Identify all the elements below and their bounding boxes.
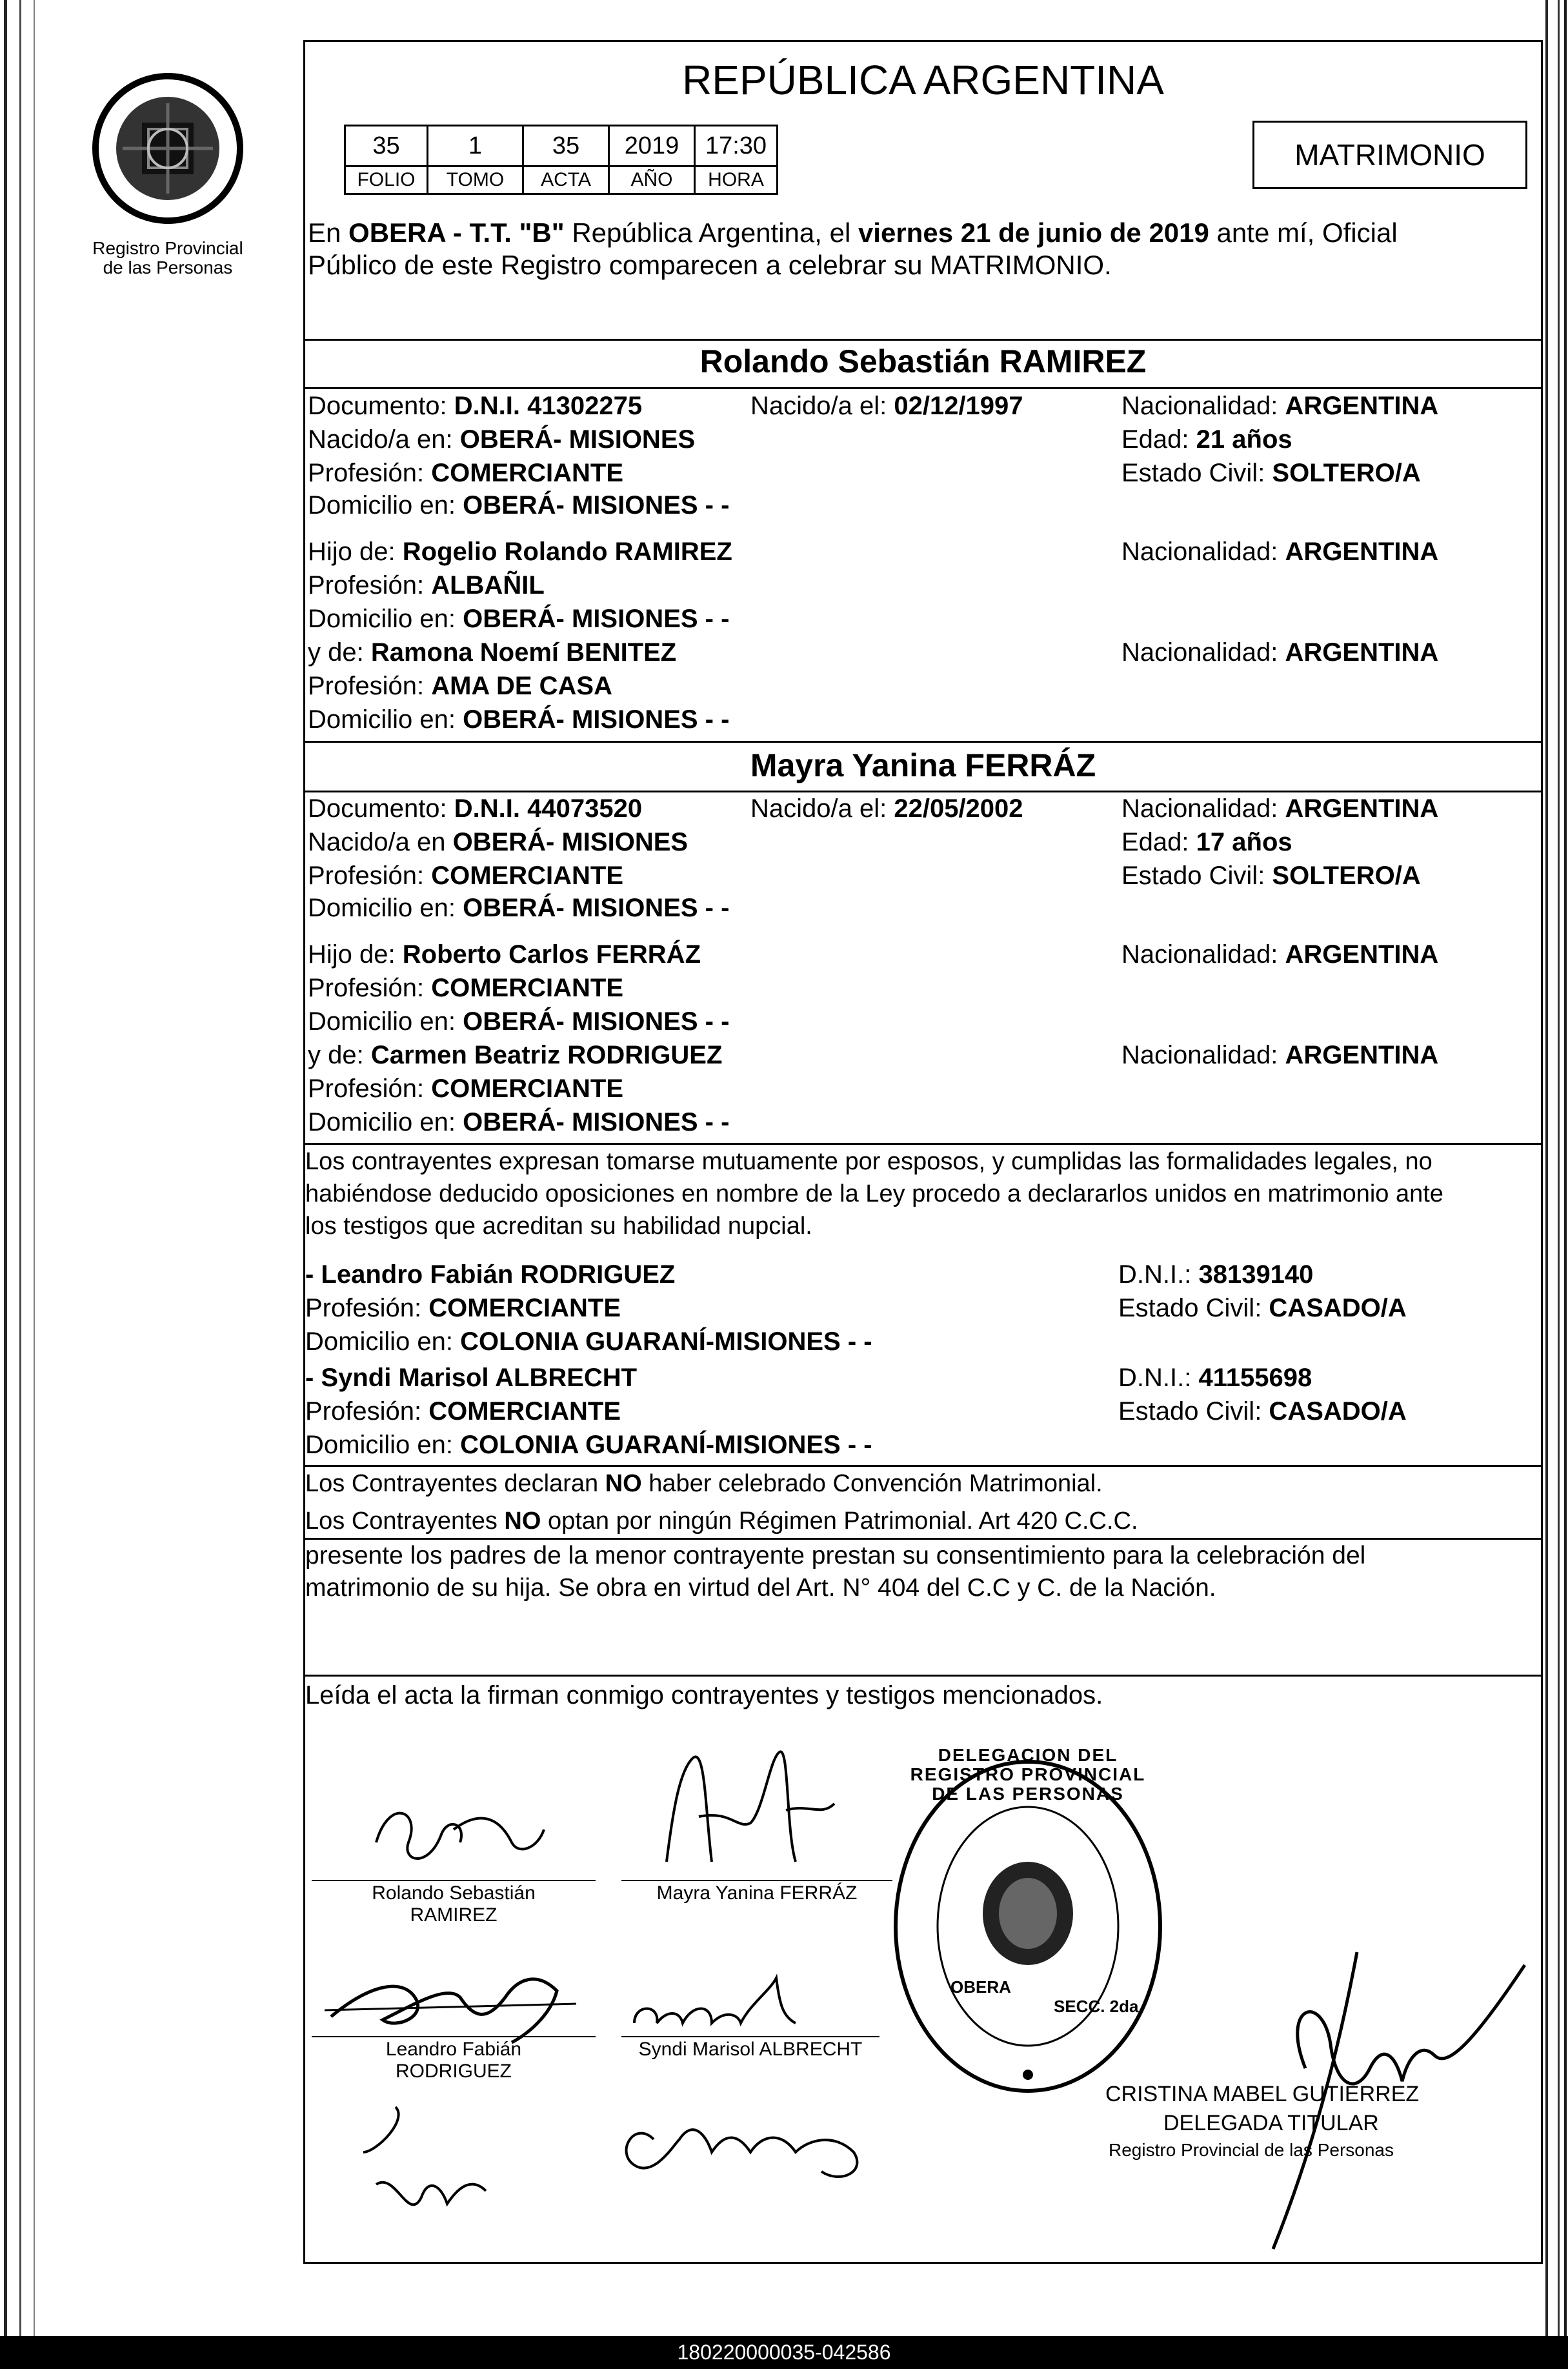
spouse1-birthplace: Nacido/a en: OBERÁ- MISIONES bbox=[308, 425, 696, 454]
stamp-section: SECC. 2da. bbox=[1054, 1997, 1143, 2016]
divider bbox=[305, 1538, 1541, 1540]
marriage-certificate bbox=[303, 40, 1543, 2264]
signature-line bbox=[621, 1880, 892, 1881]
spouse2-mother-address: Domicilio en: OBERÁ- MISIONES - - bbox=[308, 1108, 730, 1136]
spouse2-document: Documento: D.N.I. 44073520 bbox=[308, 794, 643, 823]
signature-syndi bbox=[621, 1965, 815, 2042]
spouse1-father: Hijo de: Rogelio Rolando RAMIREZ bbox=[308, 538, 732, 566]
spouse2-nationality: Nacionalidad: ARGENTINA bbox=[1121, 794, 1439, 823]
logo-text-top: Registro Provincial bbox=[92, 238, 243, 258]
official-title: DELEGADA TITULAR bbox=[1163, 2111, 1379, 2135]
scan-line bbox=[1558, 0, 1560, 2369]
spouse2-birthplace: Nacido/a en OBERÁ- MISIONES bbox=[308, 828, 689, 856]
signature-name-leandro: Leandro Fabián RODRIGUEZ bbox=[385, 2039, 522, 2082]
spouse2-mother-profession: Profesión: COMERCIANTE bbox=[308, 1074, 623, 1103]
signature-line bbox=[621, 2036, 879, 2037]
spouse2-father-nationality: Nacionalidad: ARGENTINA bbox=[1121, 940, 1439, 969]
witness1-address: Domicilio en: COLONIA GUARANÍ-MISIONES - - bbox=[305, 1327, 872, 1356]
spouse1-document: Documento: D.N.I. 41302275 bbox=[308, 392, 643, 420]
registry-logo-icon bbox=[77, 65, 258, 232]
closing-text: Leída el acta la firman conmigo contrayentes y testigos mencionados. bbox=[305, 1681, 1103, 1709]
signature-rolando bbox=[350, 1771, 563, 1888]
scan-line bbox=[34, 0, 35, 2369]
witness2-civil-status: Estado Civil: CASADO/A bbox=[1118, 1397, 1407, 1426]
acta-label: ACTA bbox=[523, 166, 609, 194]
spouse2-age: Edad: 17 años bbox=[1121, 828, 1292, 856]
convention-line-1: Los Contrayentes declaran NO haber celebrado Convención Matrimonial. bbox=[305, 1470, 1103, 1497]
official-name: CRISTINA MABEL GUTIERREZ bbox=[1105, 2082, 1420, 2106]
witness1-civil-status: Estado Civil: CASADO/A bbox=[1118, 1294, 1407, 1322]
spouse1-mother-nationality: Nacionalidad: ARGENTINA bbox=[1121, 638, 1439, 667]
intro-line-2: Público de este Registro comparecen a celebrar su MATRIMONIO. bbox=[308, 250, 1112, 280]
consent-line-1: presente los padres de la menor contrayente prestan su consentimiento para la celebración del bbox=[305, 1542, 1366, 1569]
signature-name-mayra: Mayra Yanina FERRÁZ bbox=[656, 1882, 858, 1904]
divider bbox=[305, 387, 1541, 389]
folio-label: FOLIO bbox=[345, 166, 428, 194]
divider bbox=[305, 741, 1541, 743]
spouse1-age: Edad: 21 años bbox=[1121, 425, 1292, 454]
declaration-line-3: los testigos que acreditan su habilidad nupcial. bbox=[305, 1213, 812, 1240]
signature-name-rolando: Rolando Sebastián RAMIREZ bbox=[372, 1882, 536, 1926]
spouse2-profession: Profesión: COMERCIANTE bbox=[308, 862, 623, 890]
signature-line bbox=[312, 1880, 596, 1881]
witness2-name: - Syndi Marisol ALBRECHT bbox=[305, 1364, 638, 1392]
spouse2-father-address: Domicilio en: OBERÁ- MISIONES - - bbox=[308, 1007, 730, 1036]
hora-label: HORA bbox=[695, 166, 778, 194]
country-title: REPÚBLICA ARGENTINA bbox=[682, 57, 1164, 103]
spouse1-mother-profession: Profesión: AMA DE CASA bbox=[308, 672, 612, 700]
witness2-dni: D.N.I.: 41155698 bbox=[1118, 1364, 1312, 1392]
registry-logo bbox=[77, 65, 258, 277]
spouse1-name: Rolando Sebastián RAMIREZ bbox=[699, 343, 1147, 379]
stamp-city: OBERA bbox=[950, 1977, 1011, 1997]
footer-code: 180220000035-042586 bbox=[0, 2336, 1568, 2369]
scan-line bbox=[1545, 0, 1548, 2369]
stamp-ring-text: DELEGACION DEL REGISTRO PROVINCIAL DE LAS PERSONAS bbox=[910, 1745, 1146, 1804]
extra-signature-1 bbox=[337, 2094, 505, 2249]
spouse1-nationality: Nacionalidad: ARGENTINA bbox=[1121, 392, 1439, 420]
anio-value: 2019 bbox=[609, 126, 695, 166]
spouse1-father-address: Domicilio en: OBERÁ- MISIONES - - bbox=[308, 605, 730, 633]
acta-value: 35 bbox=[523, 126, 609, 166]
folio-value: 35 bbox=[345, 126, 428, 166]
extra-signature-2 bbox=[608, 2094, 905, 2191]
witness2-profession: Profesión: COMERCIANTE bbox=[305, 1397, 621, 1426]
spouse1-mother-address: Domicilio en: OBERÁ- MISIONES - - bbox=[308, 705, 730, 734]
spouse2-address: Domicilio en: OBERÁ- MISIONES - - bbox=[308, 894, 730, 922]
spouse2-father: Hijo de: Roberto Carlos FERRÁZ bbox=[308, 940, 701, 969]
official-stamp bbox=[886, 1752, 1170, 2101]
spouse1-father-profession: Profesión: ALBAÑIL bbox=[308, 571, 545, 600]
spouse2-father-profession: Profesión: COMERCIANTE bbox=[308, 974, 623, 1002]
witness1-dni: D.N.I.: 38139140 bbox=[1118, 1260, 1314, 1289]
divider bbox=[305, 1465, 1541, 1467]
spouse2-mother-nationality: Nacionalidad: ARGENTINA bbox=[1121, 1041, 1439, 1069]
spouse1-civil-status: Estado Civil: SOLTERO/A bbox=[1121, 459, 1421, 487]
scan-line bbox=[1564, 0, 1567, 2369]
spouse1-born: Nacido/a el: 02/12/1997 bbox=[750, 392, 1023, 420]
spouse1-father-nationality: Nacionalidad: ARGENTINA bbox=[1121, 538, 1439, 566]
spouse1-profession: Profesión: COMERCIANTE bbox=[308, 459, 623, 487]
spouse1-mother: y de: Ramona Noemí BENITEZ bbox=[308, 638, 677, 667]
spouse2-mother: y de: Carmen Beatriz RODRIGUEZ bbox=[308, 1041, 723, 1069]
witness1-name: - Leandro Fabián RODRIGUEZ bbox=[305, 1260, 676, 1289]
official-office: Registro Provincial de las Personas bbox=[1109, 2140, 1394, 2160]
anio-label: AÑO bbox=[609, 166, 695, 194]
spouse2-born: Nacido/a el: 22/05/2002 bbox=[750, 794, 1023, 823]
scan-line bbox=[19, 0, 21, 2369]
signature-mayra bbox=[641, 1733, 860, 1888]
spouse1-address: Domicilio en: OBERÁ- MISIONES - - bbox=[308, 491, 730, 519]
witness1-profession: Profesión: COMERCIANTE bbox=[305, 1294, 621, 1322]
spouse2-name: Mayra Yanina FERRÁZ bbox=[750, 747, 1096, 783]
convention-line-2: Los Contrayentes NO optan por ningún Régimen Patrimonial. Art 420 C.C.C. bbox=[305, 1507, 1138, 1535]
intro-line-1: En OBERA - T.T. "B" República Argentina, el viernes 21 de junio de 2019 ante mí, Oficial bbox=[308, 217, 1398, 248]
consent-line-2: matrimonio de su hija. Se obra en virtud del Art. N° 404 del C.C y C. de la Nación. bbox=[305, 1574, 1216, 1602]
logo-text-bottom: de las Personas bbox=[103, 257, 233, 277]
signature-line bbox=[312, 2036, 596, 2037]
declaration-line-2: habiéndose deducido oposiciones en nombre de la Ley procedo a declararlos unidos en matrimonio ante bbox=[305, 1180, 1443, 1207]
divider bbox=[305, 1675, 1541, 1677]
spouse2-civil-status: Estado Civil: SOLTERO/A bbox=[1121, 862, 1421, 890]
divider bbox=[305, 791, 1541, 792]
divider bbox=[305, 1143, 1541, 1145]
reference-table bbox=[344, 125, 778, 195]
scan-line bbox=[4, 0, 7, 2369]
witness2-address: Domicilio en: COLONIA GUARANÍ-MISIONES - - bbox=[305, 1431, 872, 1459]
tomo-value: 1 bbox=[428, 126, 523, 166]
act-type-box: MATRIMONIO bbox=[1252, 121, 1527, 189]
signature-name-syndi: Syndi Marisol ALBRECHT bbox=[638, 2039, 863, 2060]
declaration-line-1: Los contrayentes expresan tomarse mutuamente por esposos, y cumplidas las formalidades legales, no bbox=[305, 1148, 1432, 1175]
tomo-label: TOMO bbox=[428, 166, 523, 194]
hora-value: 17:30 bbox=[695, 126, 778, 166]
divider bbox=[305, 339, 1541, 341]
